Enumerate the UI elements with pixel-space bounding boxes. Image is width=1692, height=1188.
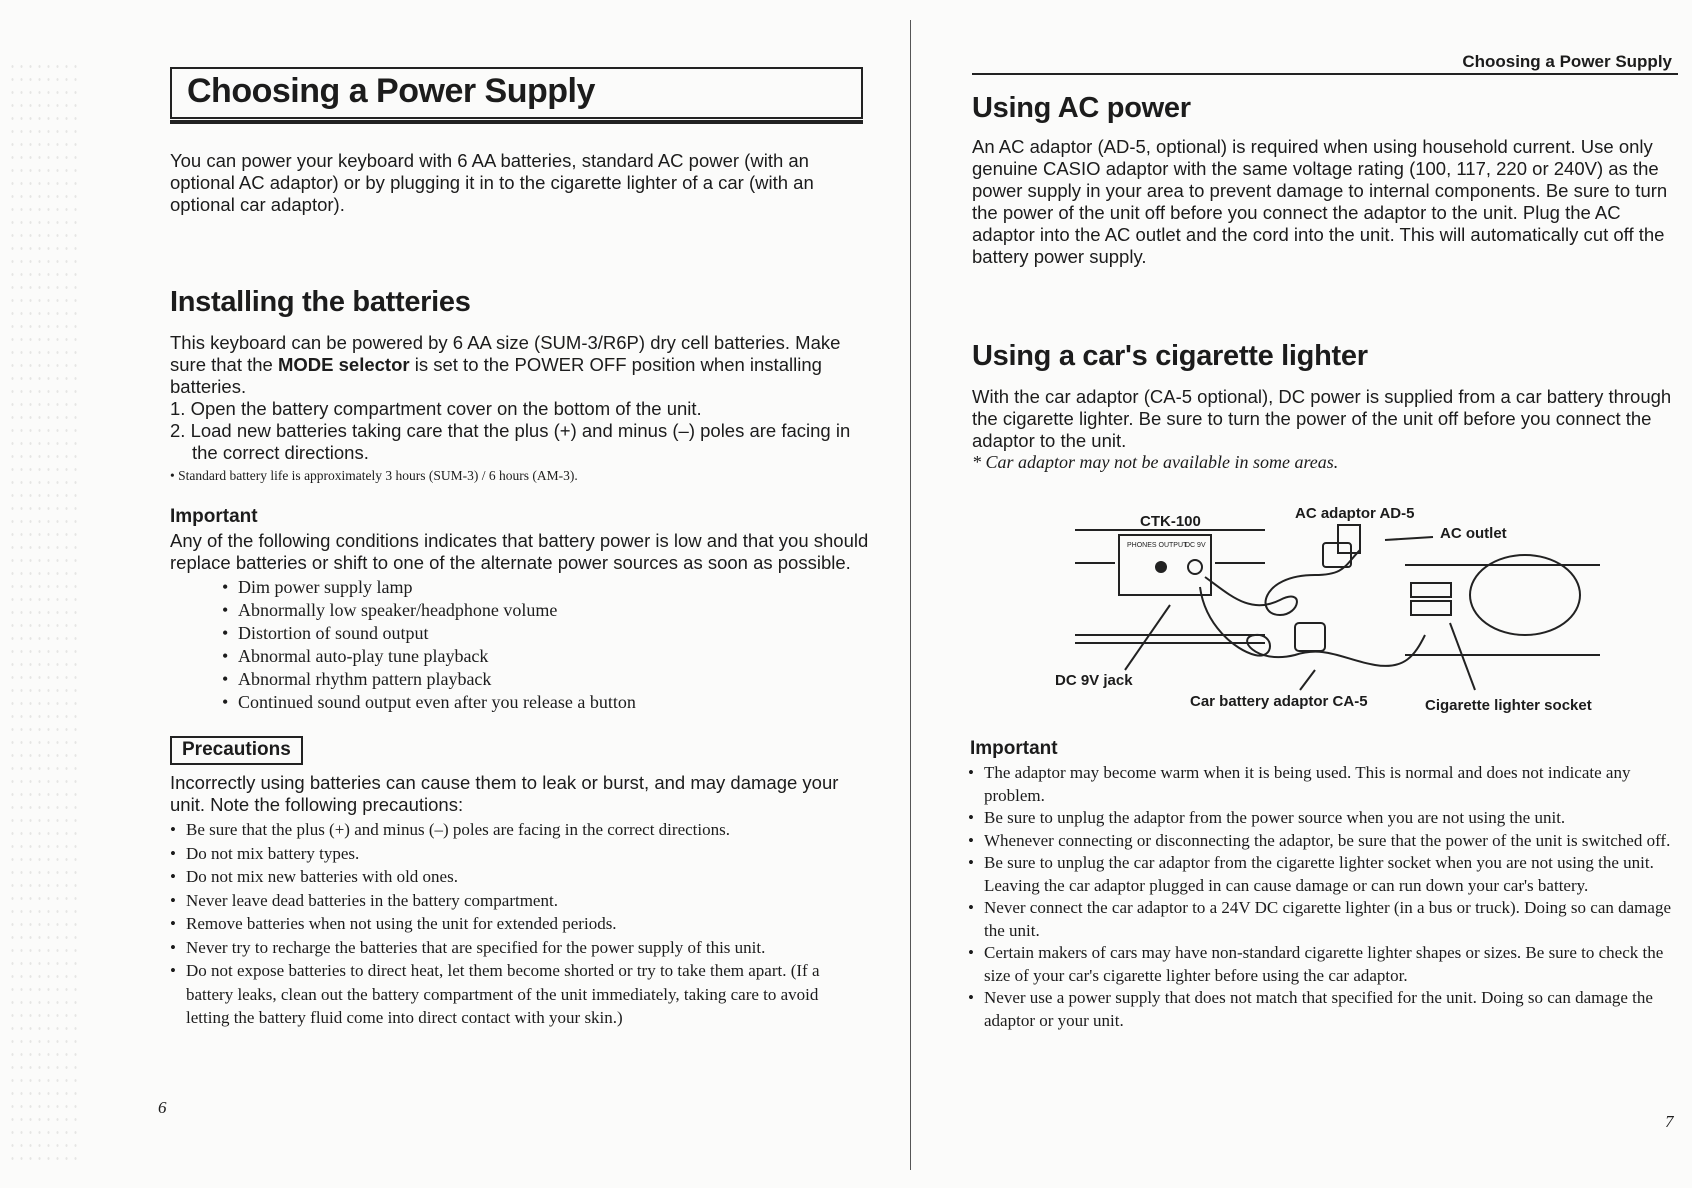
ac-power-heading: Using AC power	[972, 92, 1191, 124]
batteries-paragraph	[170, 332, 870, 398]
page-title: Choosing a Power Supply	[187, 72, 595, 110]
step-item: 2. Load new batteries taking care that the plus (+) and minus (–) poles are facing in the correct directions.	[170, 420, 851, 463]
page-gutter	[910, 20, 911, 1170]
lighter-socket-label: Cigarette lighter socket	[1425, 697, 1592, 714]
adaptor-important-list	[968, 762, 1676, 1032]
diagram-svg	[1055, 505, 1615, 725]
battery-life-note: • Standard battery life is approximately 3 hours (SUM-3) / 6 hours (AM-3).	[170, 468, 578, 483]
precaution-item: • Do not mix battery types.	[170, 842, 865, 866]
important-heading-right: Important	[970, 738, 1058, 759]
precaution-item: • Be sure that the plus (+) and minus (–) poles are facing in the correct directions.	[170, 818, 865, 842]
title-box	[170, 67, 863, 119]
precaution-item: • Do not mix new batteries with old ones.	[170, 865, 865, 889]
power-connection-diagram	[1055, 505, 1615, 730]
precautions-heading: Precautions	[170, 736, 303, 765]
step-item: 1. Open the battery compartment cover on the bottom of the unit.	[170, 398, 702, 419]
mode-selector-label: MODE selector	[277, 354, 410, 375]
battery-steps	[170, 398, 875, 464]
title-rule	[170, 120, 863, 124]
precaution-item: • Do not expose batteries to direct heat, let them become shorted or try to take them apart. (If a battery leaks, clean out the battery compartment of the unit immediately, taking care to avoid letting the battery fluid come into direct contact with your skin.)	[170, 959, 865, 1030]
important-text-left: Any of the following conditions indicates that battery power is low and that you should replace batteries or shift to one of the alternate power sources as soon as possible.	[170, 530, 869, 573]
condition-item: • Abnormally low speaker/headphone volume	[222, 599, 636, 622]
precaution-item: • Never leave dead batteries in the battery compartment.	[170, 889, 865, 913]
car-lighter-text: With the car adaptor (CA-5 optional), DC power is supplied from a car battery through the cigarette lighter. Be sure to turn the power of the unit off before you connect the adaptor to the unit.	[972, 386, 1672, 451]
ac-power-text: An AC adaptor (AD-5, optional) is required when using household current. Use only genuine CASIO adaptor with the same voltage rating (100, 117, 220 or 240V) as the power supply in your area to prevent damage to internal components. Be sure to turn the power of the unit off before you connect the adaptor to the unit. Plug the AC adaptor into the AC outlet and the cord into the unit. This will automatically cut off the battery power supply.	[972, 136, 1668, 267]
batteries-heading: Installing the batteries	[170, 286, 471, 318]
dc-jack-label: DC 9V jack	[1055, 672, 1133, 689]
intro-paragraph: You can power your keyboard with 6 AA batteries, standard AC power (with an optional AC adaptor) or by plugging it in to the cigarette lighter of a car (with an optional car adaptor).	[170, 150, 814, 215]
important-item: • The adaptor may become warm when it is being used. This is normal and does not indicate any problem.	[968, 762, 1676, 807]
precaution-item: • Remove batteries when not using the unit for extended periods.	[170, 912, 865, 936]
header-rule	[972, 73, 1678, 75]
condition-item: • Abnormal auto-play tune playback	[222, 645, 636, 668]
important-item: • Never connect the car adaptor to a 24V DC cigarette lighter (in a bus or truck). Doing so can damage the unit.	[968, 897, 1676, 942]
condition-item: • Dim power supply lamp	[222, 576, 636, 599]
page-number-right: 7	[1665, 1112, 1674, 1131]
important-item: • Be sure to unplug the car adaptor from the cigarette lighter socket when you are not using the unit. Leaving the car adaptor plugged in can cause damage or can run down your car's battery.	[968, 852, 1676, 897]
dc9v-label: DC 9V	[1185, 542, 1206, 549]
batteries-text-a: This keyboard can be powered by 6 AA size (SUM-3/R6P) dry cell batteries. Make sure that the	[170, 332, 841, 375]
running-head: Choosing a Power Supply	[1462, 52, 1672, 71]
condition-item: • Distortion of sound output	[222, 622, 636, 645]
page-number-left: 6	[158, 1098, 167, 1117]
important-item: • Whenever connecting or disconnecting the adaptor, be sure that the power of the unit is switched off.	[968, 830, 1676, 853]
phones-label: PHONES OUTPUT	[1127, 542, 1188, 549]
car-adaptor-note: * Car adaptor may not be available in some areas.	[972, 452, 1339, 472]
condition-item: • Abnormal rhythm pattern playback	[222, 668, 636, 691]
low-battery-conditions	[222, 576, 636, 714]
important-item: • Never use a power supply that does not match that specified for the unit. Doing so can damage the adaptor or your unit.	[968, 987, 1676, 1032]
important-item: • Be sure to unplug the adaptor from the power source when you are not using the unit.	[968, 807, 1676, 830]
precautions-list	[170, 818, 865, 1030]
ac-outlet-label: AC outlet	[1440, 525, 1507, 542]
ac-adaptor-label: AC adaptor AD-5	[1295, 505, 1415, 522]
phones-jack-icon	[1155, 561, 1167, 573]
precautions-intro: Incorrectly using batteries can cause them to leak or burst, and may damage your unit. Note the following precautions:	[170, 772, 839, 815]
car-lighter-heading: Using a car's cigarette lighter	[972, 340, 1368, 372]
car-adaptor-label: Car battery adaptor CA-5	[1190, 693, 1368, 710]
important-heading-left: Important	[170, 506, 258, 527]
precaution-item: • Never try to recharge the batteries that are specified for the power supply of this unit.	[170, 936, 865, 960]
condition-item: • Continued sound output even after you release a button	[222, 691, 636, 714]
batteries-text-b: is set to the POWER OFF position when installing batteries.	[170, 354, 822, 397]
important-item: • Certain makers of cars may have non-standard cigarette lighter shapes or sizes. Be sure to check the size of your car's cigarette lighter before using the car adaptor.	[968, 942, 1676, 987]
ctk-label: CTK-100	[1140, 513, 1201, 530]
